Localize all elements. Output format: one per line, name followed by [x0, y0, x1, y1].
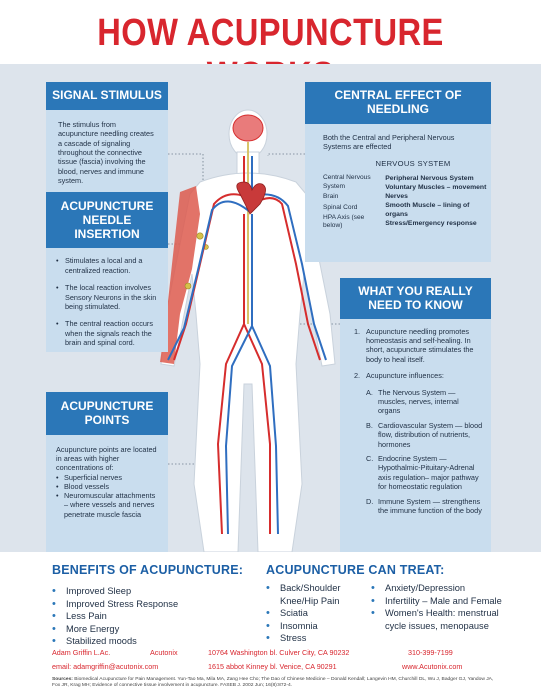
item-number: 2.: [354, 371, 361, 381]
list-item: • Infertility – Male and Female: [371, 595, 511, 608]
list-item: • More Energy: [52, 623, 178, 636]
benefits-heading: BENEFITS OF ACUPUNCTURE:: [52, 563, 244, 577]
list-item: Spinal Cord: [323, 203, 358, 211]
central-effect-heading: CENTRAL EFFECT OF NEEDLING: [305, 82, 491, 124]
contact-phone: 310-399-7199: [408, 648, 453, 657]
signal-stimulus-text: The stimulus from acupuncture needling creates a cascade of signaling throughout the connective tissue (fascia) involving the blood, nerves and immune system.: [58, 119, 154, 186]
list-item: • Sciatia: [266, 607, 361, 620]
list-item: • The central reaction occurs when the signals reach the brain and spinal cord.: [56, 319, 160, 347]
item-text: Acupuncture influences:: [366, 371, 444, 381]
bottom-section: [0, 552, 541, 700]
item-letter: A.: [366, 387, 373, 397]
acupuncture-points-intro: Acupuncture points are located in areas with higher concentrations of:: [56, 444, 157, 473]
list-item: Stress/Emergency response: [385, 220, 477, 228]
list-item: Smooth Muscle – lining of organs: [385, 202, 470, 219]
list-item: [366, 421, 483, 449]
list-item: HPA Axis (see below): [323, 214, 365, 230]
signal-stimulus-heading: SIGNAL STIMULUS: [46, 82, 168, 110]
list-item: • Improved Sleep: [52, 585, 178, 598]
contact-email[interactable]: email: adamgriffin@acutonix.com: [52, 662, 159, 671]
list-item: • Stabilized moods: [52, 635, 178, 648]
list-item: Nerves: [385, 193, 408, 201]
list-item: • Back/Shoulder Knee/Hip Pain: [266, 582, 361, 607]
central-effect-panel: [305, 82, 491, 262]
title-bar: [0, 0, 541, 64]
central-nervous-column: [323, 174, 385, 232]
item-number: 1.: [354, 326, 361, 336]
can-treat-list-2: [371, 582, 511, 632]
item-text: The Nervous System — muscles, nerves, internal organs: [378, 387, 459, 416]
contact-address-1: 10764 Washington bl. Culver City, CA 90232: [208, 648, 350, 657]
list-item: • Superficial nerves: [56, 473, 158, 482]
item-text: Acupuncture needling promotes homeostasis and self-healing. In short, acupuncture stimulates the body to heal itself.: [366, 326, 474, 364]
needle-insertion-panel: [46, 192, 168, 352]
item-text: Endocrine System — Hypothalmic-Pituitary-Adrenal axis regulation– major pathway for homeostatic regulation: [378, 454, 479, 492]
list-item: [366, 497, 483, 516]
peripheral-nervous-column: [385, 174, 491, 232]
item-letter: B.: [366, 420, 373, 430]
list-item: [354, 327, 483, 365]
item-letter: C.: [366, 454, 374, 464]
list-item: [366, 454, 483, 492]
can-treat-heading: ACUPUNCTURE CAN TREAT:: [266, 563, 445, 577]
benefits-list: [52, 585, 178, 648]
list-item: • Blood vessels: [56, 482, 158, 491]
list-item: Brain: [323, 193, 339, 201]
list-item: [366, 388, 483, 416]
list-item: Voluntary Muscles – movement: [385, 184, 487, 192]
acupuncture-points-list: [46, 473, 168, 519]
list-item: • Stress: [266, 632, 361, 645]
needle-insertion-list: [46, 248, 168, 347]
nervous-system-columns: [305, 168, 491, 232]
list-item: [354, 371, 483, 380]
infographic-main: [0, 64, 541, 552]
acupuncture-points-heading: ACUPUNCTURE POINTS: [46, 392, 168, 435]
signal-stimulus-panel: [46, 82, 168, 210]
list-item: • Stimulates a local and a centralized reaction.: [56, 256, 160, 275]
what-to-know-panel: [340, 278, 491, 552]
item-text: Immune System — strengthens the immune function of the body: [378, 496, 482, 516]
what-to-know-heading: WHAT YOU REALLY NEED TO KNOW: [340, 278, 491, 319]
item-text: Cardiovascular System — blood flow, distribution of nutrients, hormones: [378, 420, 483, 449]
sources-note: [52, 677, 500, 689]
contact-brand: Acutonix: [150, 648, 178, 657]
needle-insertion-heading: ACUPUNCTURE NEEDLE INSERTION: [46, 192, 168, 248]
nervous-system-heading: NERVOUS SYSTEM: [375, 159, 451, 169]
contact-website[interactable]: www.Acutonix.com: [402, 662, 463, 671]
list-item: • Improved Stress Response: [52, 598, 178, 611]
can-treat-list-1: [266, 582, 361, 645]
page-title: HOW ACUPUNCTURE: [97, 12, 444, 54]
acupuncture-points-panel: [46, 392, 168, 552]
list-item: Peripheral Nervous System: [385, 175, 474, 183]
list-item: Central Nervous System: [323, 174, 371, 190]
list-item: • The local reaction involves Sensory Neurons in the skin being stimulated.: [56, 283, 160, 311]
list-item: • Insomnia: [266, 620, 361, 633]
contact-name: Adam Griffin L.Ac.: [52, 648, 111, 657]
what-to-know-body: [340, 319, 491, 516]
sources-text: Biomedical Acupuncture for Pain Management. Yun-Tao Ma, Mila MA, Zang Hee Cho; The Dao of Chinese Medicine – Donald Kendall; Langevin HM, Churchill DL, Wu J, Badger GJ, Yandow JA, Fox JR, Krag MH; Evidence of connective tissue involvement in acupuncture. FASEB J. 2002 Jun; 16(8):872-4.: [52, 677, 494, 688]
brain-icon: [233, 115, 263, 141]
contact-address-2: 1615 abbot Kinney bl. Venice, CA 90291: [208, 662, 337, 671]
item-letter: D.: [366, 496, 374, 506]
list-item: • Women's Health: menstrual cycle issues, menopause: [371, 607, 511, 632]
list-item: • Neuromuscular attachments – where vessels and nerves penetrate muscle fascia: [56, 491, 158, 519]
list-item: • Less Pain: [52, 610, 178, 623]
sources-label: Sources:: [52, 677, 73, 682]
central-effect-intro: Both the Central and Peripheral Nervous Systems are effected: [323, 132, 455, 151]
list-item: • Anxiety/Depression: [371, 582, 511, 595]
